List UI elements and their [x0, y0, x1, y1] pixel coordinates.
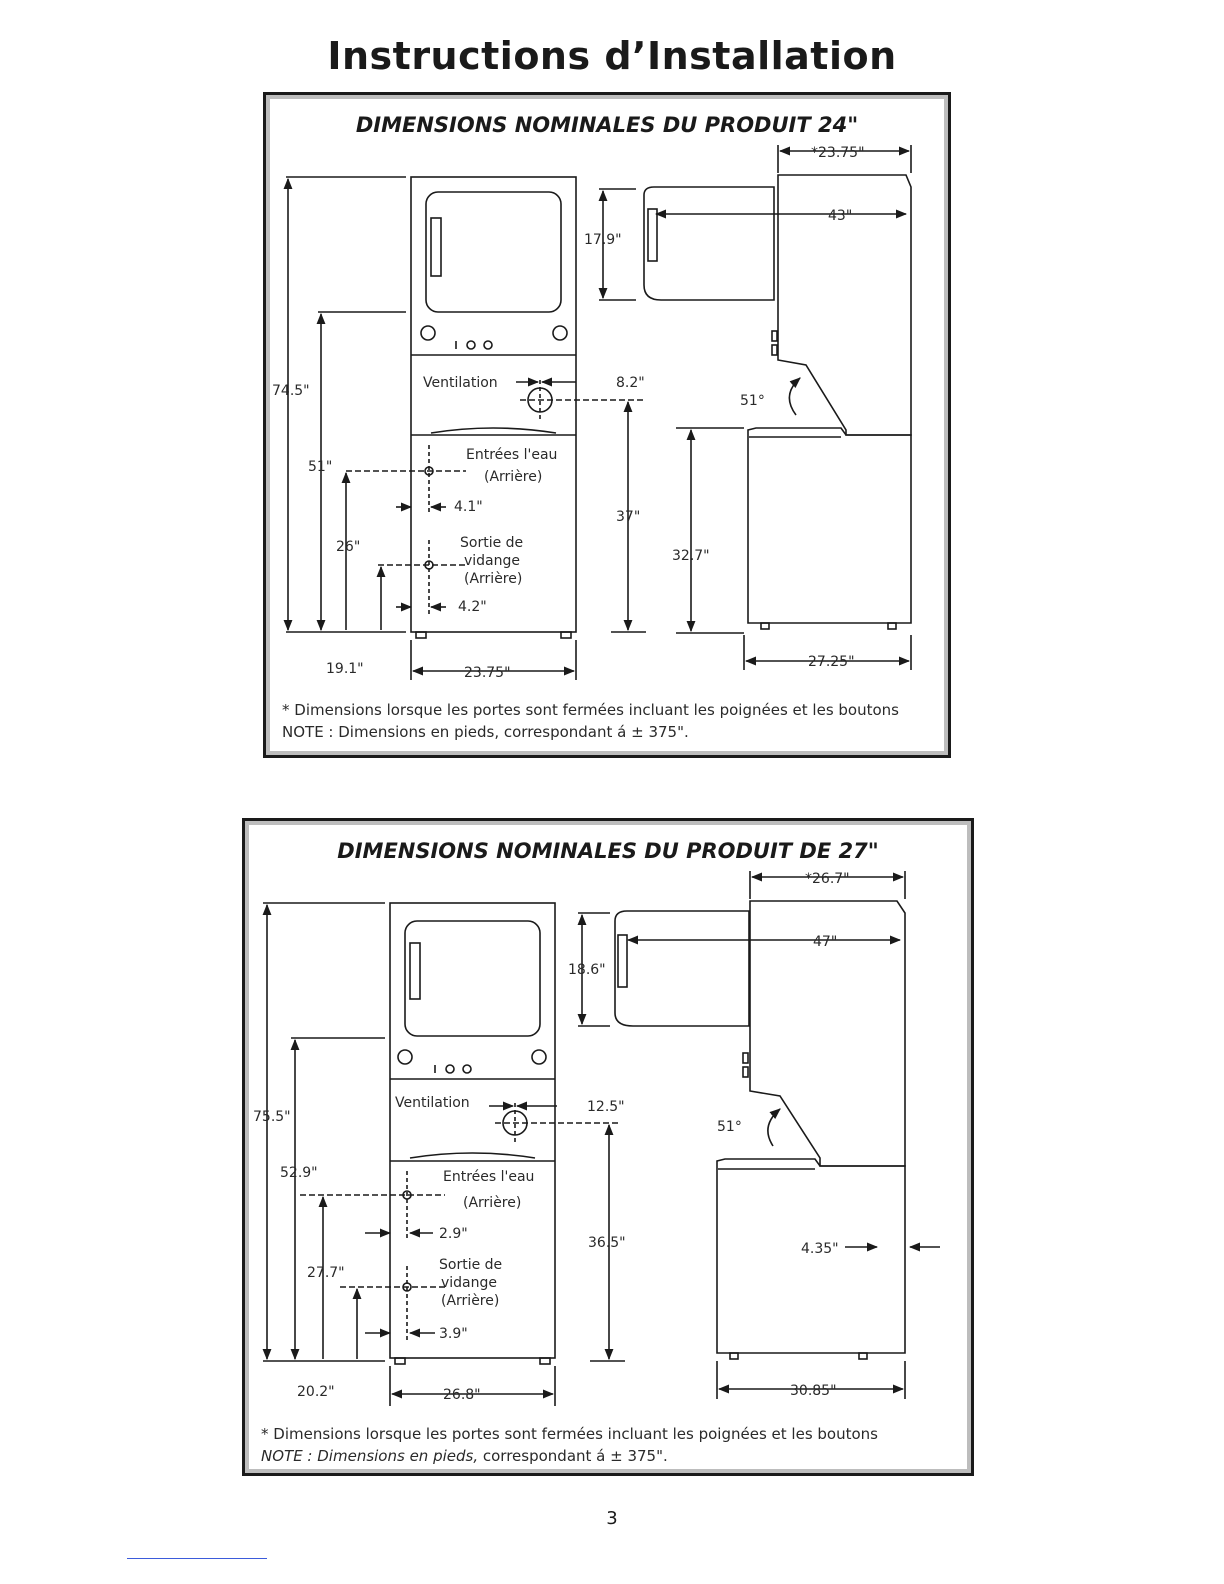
note-dimensions-italic: NOTE : Dimensions en pieds, [261, 1447, 479, 1465]
notes-27 [261, 1423, 878, 1467]
label-total-height: 74.5" [272, 383, 310, 399]
label-top-width: *23.75" [811, 145, 865, 161]
label-angle: 51° [740, 393, 765, 409]
footer-rule [127, 1558, 267, 1559]
label-total-height: 75.5" [253, 1109, 291, 1125]
dimensions-27-panel [242, 818, 974, 1476]
label-side-depth: 30.85" [790, 1383, 837, 1399]
label-depth-total: 47" [813, 934, 838, 950]
label-drain-height: 20.2" [297, 1384, 335, 1400]
note-dimensions-rest: correspondant á ± 375". [478, 1447, 668, 1465]
label-inlet-offset: 2.9" [439, 1226, 468, 1242]
label-inlet-offset: 4.1" [454, 499, 483, 515]
panel-title-24: DIMENSIONS NOMINALES DU PRODUIT 24" [355, 113, 859, 137]
label-drain-offset: 4.2" [458, 599, 487, 615]
label-water-rear: (Arrière) [463, 1195, 522, 1211]
note-doors-closed: * Dimensions lorsque les portes sont fermées incluant les poignées et les boutons [261, 1425, 878, 1443]
label-drain-2: vidange [464, 553, 521, 569]
label-side-gap: 4.35" [801, 1241, 839, 1257]
label-height-37: 37" [616, 509, 641, 525]
label-drain-rear: (Arrière) [464, 571, 523, 587]
note-dimensions: NOTE : Dimensions en pieds, correspondant á ± 375". [282, 723, 689, 741]
label-top-width: *26.7" [805, 871, 850, 887]
label-height-365: 36.5" [588, 1235, 626, 1251]
label-height-26: 26" [336, 539, 361, 555]
label-front-width: 26.8" [443, 1387, 481, 1403]
note-doors-closed: * Dimensions lorsque les portes sont fermées incluant les poignées et les boutons [282, 701, 899, 719]
label-ventilation: Ventilation [423, 375, 498, 391]
panel-title-27: DIMENSIONS NOMINALES DU PRODUIT DE 27" [337, 839, 879, 863]
page-title: Instructions d’Installation [327, 34, 897, 78]
label-depth-total: 43" [828, 208, 853, 224]
note-dimensions [261, 1445, 878, 1467]
label-washer-height: 32.7" [672, 548, 710, 564]
dimensions-27-diagram [245, 821, 971, 1473]
label-drain-1: Sortie de [460, 535, 524, 551]
label-vent-offset: 12.5" [587, 1099, 625, 1115]
page-number: 3 [606, 1508, 618, 1529]
label-vent-offset: 8.2" [616, 375, 645, 391]
label-dryer-height: 17.9" [584, 232, 622, 248]
label-front-width: 23.75" [464, 665, 511, 681]
label-dryer-height: 18.6" [568, 962, 606, 978]
label-drain-2: vidange [441, 1275, 498, 1291]
label-water-inlets: Entrées l'eau [466, 447, 558, 463]
label-height-277: 27.7" [307, 1265, 345, 1281]
label-water-rear: (Arrière) [484, 469, 543, 485]
label-height-529: 52.9" [280, 1165, 318, 1181]
notes-24 [282, 699, 899, 743]
dimensions-24-panel [263, 92, 951, 758]
dimensions-24-diagram [266, 95, 948, 755]
label-drain-rear: (Arrière) [441, 1293, 500, 1309]
label-height-51: 51" [308, 459, 333, 475]
label-ventilation: Ventilation [395, 1095, 470, 1111]
label-water-inlets: Entrées l'eau [443, 1169, 535, 1185]
label-angle: 51° [717, 1119, 742, 1135]
label-drain-1: Sortie de [439, 1257, 503, 1273]
label-side-depth: 27.25" [808, 654, 855, 670]
label-drain-height: 19.1" [326, 661, 364, 677]
label-drain-offset: 3.9" [439, 1326, 468, 1342]
